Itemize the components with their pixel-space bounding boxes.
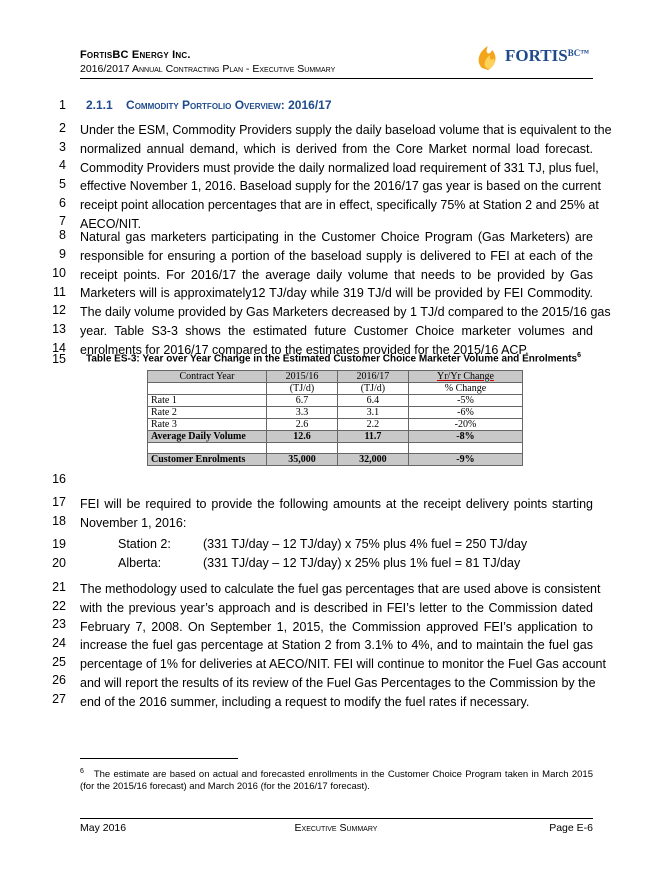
line-number: 7 — [59, 214, 66, 228]
footnote-ref: 6 — [577, 352, 581, 359]
paragraph-line: receipt point allocation percentages that are in effect, specifically 75% at Station 2 and 25% at — [80, 198, 599, 213]
table-cell: 11.7 — [337, 431, 408, 443]
paragraph-line: Marketers will is approximately12 TJ/day while 319 TJ/d will be provided by FEI Commodity. — [80, 286, 593, 301]
footnote-text: The estimate are based on actual and forecasted enrollments in the Customer Choice Program taken in March 2015 (for the 2015/16 forecast) and March 2016 (for the 2016/17 forecast). — [80, 769, 593, 793]
line-number: 15 — [52, 352, 66, 366]
paragraph-line: February 7, 2008. On September 1, 2015, the Commission approved FEI’s application to — [80, 619, 593, 634]
footer-title: Executive Summary — [294, 822, 378, 834]
paragraph-line: and will report the results of its review of the Fuel Gas Percentages to the Commission by the — [80, 675, 596, 690]
paragraph-line: increase the fuel gas percentage at Station 2 from 3.1% to 4%, and to maintain the fuel gas — [80, 638, 593, 653]
line-number: 11 — [53, 285, 66, 299]
line-number: 14 — [52, 341, 66, 355]
table-row — [148, 407, 523, 419]
table-units-row — [148, 383, 523, 395]
table-cell: 2.6 — [267, 419, 338, 431]
line-number: 2 — [59, 121, 66, 135]
footer-page-number: Page E-6 — [549, 822, 593, 834]
line-number: 8 — [59, 228, 66, 242]
line-number: 12 — [52, 303, 66, 317]
paragraph-line: end of the 2016 summer, including a request to modify the fuel rates if necessary. — [80, 694, 530, 709]
document-subtitle: 2016/2017 Annual Contracting Plan - Executive Summary — [80, 63, 336, 75]
section-number: 2.1.1 — [86, 98, 113, 112]
table-header-row — [148, 371, 523, 383]
paragraph-line: effective November 1, 2016. Baseload supply for the 2016/17 gas year is based on the current — [80, 179, 601, 194]
table-cell — [408, 443, 522, 454]
paragraph-line: The daily volume provided by Gas Marketers decreased by 1 TJ/d compared to the 2015/16 gas — [80, 305, 611, 320]
logo-tm: ™ — [580, 48, 590, 58]
table-header: Contract Year — [148, 371, 267, 383]
table-cell: Rate 3 — [148, 419, 267, 431]
paragraph-methodology — [80, 580, 606, 712]
paragraph-line: Natural gas marketers participating in the Customer Choice Program (Gas Marketers) are — [80, 230, 593, 244]
header-rule — [80, 78, 593, 79]
line-number: 9 — [59, 247, 66, 261]
table-header: 2015/16 — [267, 371, 338, 383]
footnote-number: 6 — [80, 768, 84, 775]
table-cell: -20% — [408, 419, 522, 431]
table-cell: 3.3 — [267, 407, 338, 419]
paragraph-line: The methodology used to calculate the fuel gas percentages that are used above is consistent — [80, 582, 601, 596]
paragraph-line: normalized annual demand, which is derived from the Core Market normal load forecast. — [80, 141, 593, 156]
line-number: 16 — [52, 472, 66, 486]
table-cell: 6.7 — [267, 395, 338, 407]
line-number: 18 — [52, 514, 66, 528]
line-number: 20 — [52, 556, 66, 570]
table-average-row — [148, 431, 523, 443]
logo-text: FORTIS — [505, 46, 568, 65]
paragraph-line: responsible for ensuring a portion of the baseload supply is delivered to FEI at each of the — [80, 248, 593, 263]
line-number: 25 — [52, 655, 66, 669]
table-cell — [148, 443, 267, 454]
table-cell: 12.6 — [267, 431, 338, 443]
footer-rule — [80, 818, 593, 819]
paragraph-receipt-points — [80, 495, 593, 533]
paragraph-line: enrolments for 2016/17 compared to the estimates provided for the 2015/16 ACP. — [80, 342, 529, 357]
table-cell: Average Daily Volume — [148, 431, 267, 443]
line-number: 4 — [59, 158, 66, 172]
logo-sub: BC — [567, 48, 581, 58]
line-number: 5 — [59, 177, 66, 191]
line-number: 6 — [59, 196, 66, 210]
table-cell: 35,000 — [267, 454, 338, 466]
table-header — [408, 371, 522, 383]
paragraph-gas-marketers — [80, 228, 611, 360]
table-cell: Rate 2 — [148, 407, 267, 419]
table-caption — [86, 352, 581, 364]
paragraph-line: November 1, 2016: — [80, 515, 187, 530]
table-cell: -9% — [408, 454, 522, 466]
table-cell: (TJ/d) — [337, 383, 408, 395]
footer-date: May 2016 — [80, 822, 127, 834]
table-header-text: Yr/Yr Change — [436, 371, 494, 382]
marketer-volume-table — [147, 370, 523, 466]
line-number: 21 — [52, 580, 66, 594]
paragraph-line: Commodity Providers must provide the daily normalized load requirement of 331 TJ, plus fuel, — [80, 160, 599, 175]
line-number: 3 — [59, 140, 66, 154]
table-cell: (TJ/d) — [267, 383, 338, 395]
table-header: 2016/17 — [337, 371, 408, 383]
station-label: Station 2: — [118, 537, 171, 551]
line-number: 19 — [52, 537, 66, 551]
paragraph-line: with the previous year’s approach and is described in FEI’s letter to the Commission dated — [80, 600, 593, 615]
table-caption-text: Table ES-3: Year over Year Change in the Estimated Customer Choice Marketer Volume and Enrolments — [86, 353, 578, 365]
table-cell — [337, 443, 408, 454]
table-spacer-row — [148, 443, 523, 454]
line-number: 23 — [52, 617, 66, 631]
fortisbc-logo — [474, 40, 594, 74]
paragraph-line: year. Table S3-3 shows the estimated future Customer Choice marketer volumes and — [80, 323, 593, 338]
table-cell — [267, 443, 338, 454]
line-number: 13 — [52, 322, 66, 336]
table-cell: -8% — [408, 431, 522, 443]
station-formula: (331 TJ/day – 12 TJ/day) x 75% plus 4% fuel = 250 TJ/day — [203, 537, 528, 551]
table-cell: Customer Enrolments — [148, 454, 267, 466]
table-cell: Rate 1 — [148, 395, 267, 407]
table-enrolments-row — [148, 454, 523, 466]
paragraph-esm — [80, 121, 612, 234]
table-cell: 3.1 — [337, 407, 408, 419]
paragraph-line: Under the ESM, Commodity Providers supply the daily baseload volume that is equivalent to the — [80, 123, 612, 137]
line-number: 26 — [52, 673, 66, 687]
line-number: 22 — [52, 599, 66, 613]
table-cell — [148, 383, 267, 395]
footnote — [80, 766, 593, 793]
table-cell: 6.4 — [337, 395, 408, 407]
paragraph-line: percentage of 1% for deliveries at AECO/NIT. FEI will continue to monitor the Fuel Gas account — [80, 657, 606, 672]
table-cell: % Change — [408, 383, 522, 395]
station-formula: (331 TJ/day – 12 TJ/day) x 25% plus 1% fuel = 81 TJ/day — [203, 556, 521, 570]
footnote-rule — [80, 758, 238, 759]
section-heading — [86, 98, 332, 112]
table-cell: 32,000 — [337, 454, 408, 466]
table-row — [148, 419, 523, 431]
section-title: Commodity Portfolio Overview: 2016/17 — [126, 98, 332, 112]
paragraph-line: AECO/NIT. — [80, 216, 142, 231]
line-number: 24 — [52, 636, 66, 650]
paragraph-line: FEI will be required to provide the following amounts at the receipt delivery points starting — [80, 497, 593, 511]
line-number: 1 — [59, 98, 66, 112]
table-cell: -5% — [408, 395, 522, 407]
line-number: 27 — [52, 692, 66, 706]
flame-icon — [474, 40, 504, 72]
table-row — [148, 395, 523, 407]
line-number: 10 — [52, 266, 66, 280]
paragraph-line: receipt points. For 2016/17 the average daily volume that needs to be provided by Gas — [80, 267, 593, 282]
company-name: FortisBC Energy Inc. — [80, 49, 191, 61]
table-cell: 2.2 — [337, 419, 408, 431]
table-cell: -6% — [408, 407, 522, 419]
station-label: Alberta: — [118, 556, 162, 570]
line-number: 17 — [52, 495, 66, 509]
